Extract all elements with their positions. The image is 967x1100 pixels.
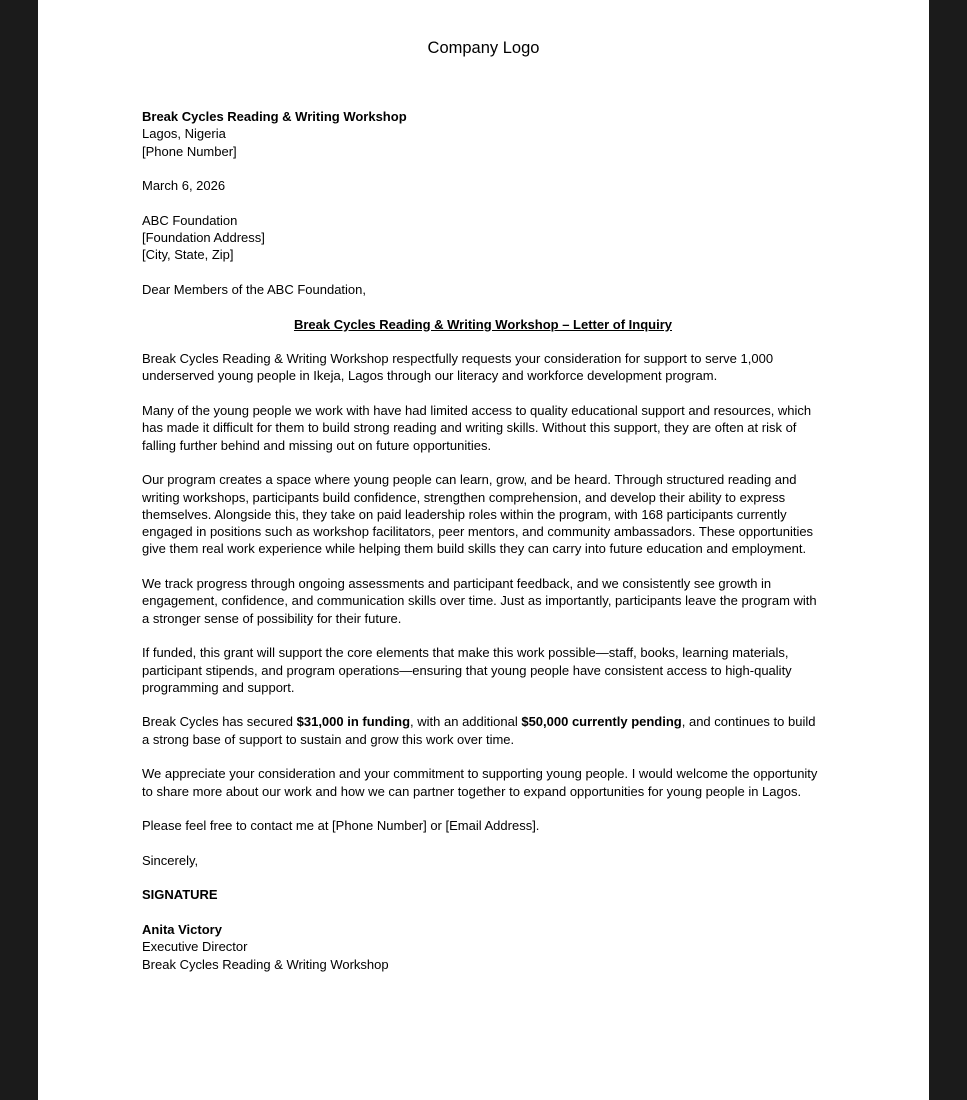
sender-phone: [Phone Number] [142,143,237,159]
closing [142,852,832,869]
paragraph-line: has made it difficult for them to build strong reading and writing skills. Without this support, they are often at risk of [142,420,797,436]
paragraph-5 [142,644,832,696]
letter-content [142,108,832,990]
paragraph-7 [142,765,832,800]
subject-line: Break Cycles Reading & Writing Workshop – Letter of Inquiry [293,316,673,332]
paragraph-line: Many of the young people we work with have had limited access to quality educational support and resources, which [142,403,812,419]
paragraph-line: Break Cycles Reading & Writing Workshop respectfully requests your consideration for support to serve 1,000 [142,351,774,367]
letter-date [142,177,832,194]
sender-location: Lagos, Nigeria [142,126,226,142]
signature-placeholder: SIGNATURE [142,887,218,903]
sender-name: Break Cycles Reading & Writing Workshop [142,109,407,124]
paragraph-8-contact [142,817,832,834]
paragraph-line: underserved young people in Ikeja, Lagos through our literacy and workforce development program. [142,368,718,384]
paragraph-line [142,713,832,730]
signer-title: Executive Director [142,939,248,955]
paragraph-line: a stronger sense of possibility for their future. [142,610,402,626]
paragraph-line: give them real work experience while helping them build skills they can carry into future education and employment. [142,541,807,557]
funding-text: , and continues to build [681,714,816,730]
paragraph-line: engagement, confidence, and communication skills over time. Just as importantly, participants leave the program with [142,593,817,609]
paragraph-4 [142,575,832,627]
paragraph-line: participant stipends, and program operations—ensuring that young people have consistent access to high-quality [142,662,792,678]
recipient-name: ABC Foundation [142,212,238,228]
funding-text: Break Cycles has secured [142,714,297,730]
paragraph-line: a strong base of support to sustain and grow this work over time. [142,731,515,747]
recipient-block [142,212,832,264]
paragraph-3 [142,471,832,557]
paragraph-line: We track progress through ongoing assessments and participant feedback, and we consistently see growth in [142,576,772,592]
paragraph-line: If funded, this grant will support the core elements that make this work possible—staff, books, learning materials, [142,645,789,661]
signer-name: Anita Victory [142,921,222,937]
paragraph-line: Please feel free to contact me at [Phone Number] or [Email Address]. [142,818,540,834]
paragraph-line: falling further behind and missing out on future opportunities. [142,437,492,453]
funding-text: , with an additional [410,714,522,730]
paragraph-line: engaged in positions such as workshop facilitators, peer mentors, and community ambassadors. These opportunities [142,524,814,540]
closing-text: Sincerely, [142,852,199,868]
company-logo-placeholder: Company Logo [427,39,540,57]
paragraph-line: themselves. Alongside this, they take on paid leadership roles within the program, with 168 participants currently [142,506,787,522]
paragraph-line: programming and support. [142,679,295,695]
signature-block [142,886,832,903]
paragraph-1 [142,350,832,385]
signer-block [142,921,832,973]
funding-pending-amount: $50,000 currently pending [521,714,682,730]
recipient-city-state-zip: [City, State, Zip] [142,247,234,263]
paragraph-line: to share more about our work and how we can partner together to expand opportunities for young people in Lagos. [142,783,802,799]
paragraph-line: writing workshops, participants build confidence, strengthen comprehension, and develop their ability to express [142,489,786,505]
paragraph-2 [142,402,832,454]
sender-block [142,108,832,160]
signer-organization: Break Cycles Reading & Writing Workshop [142,956,389,972]
paragraph-line: We appreciate your consideration and your commitment to supporting young people. I would welcome the opportunity [142,766,818,782]
salutation [142,281,832,298]
salutation-text: Dear Members of the ABC Foundation, [142,281,367,297]
letter-page [38,0,929,1100]
paragraph-line: Our program creates a space where young people can learn, grow, and be heard. Through structured reading and [142,472,797,488]
funding-secured-amount: $31,000 in funding [296,714,411,730]
date-text: March 6, 2026 [142,178,226,194]
recipient-address: [Foundation Address] [142,230,265,246]
paragraph-6-funding [142,713,832,748]
